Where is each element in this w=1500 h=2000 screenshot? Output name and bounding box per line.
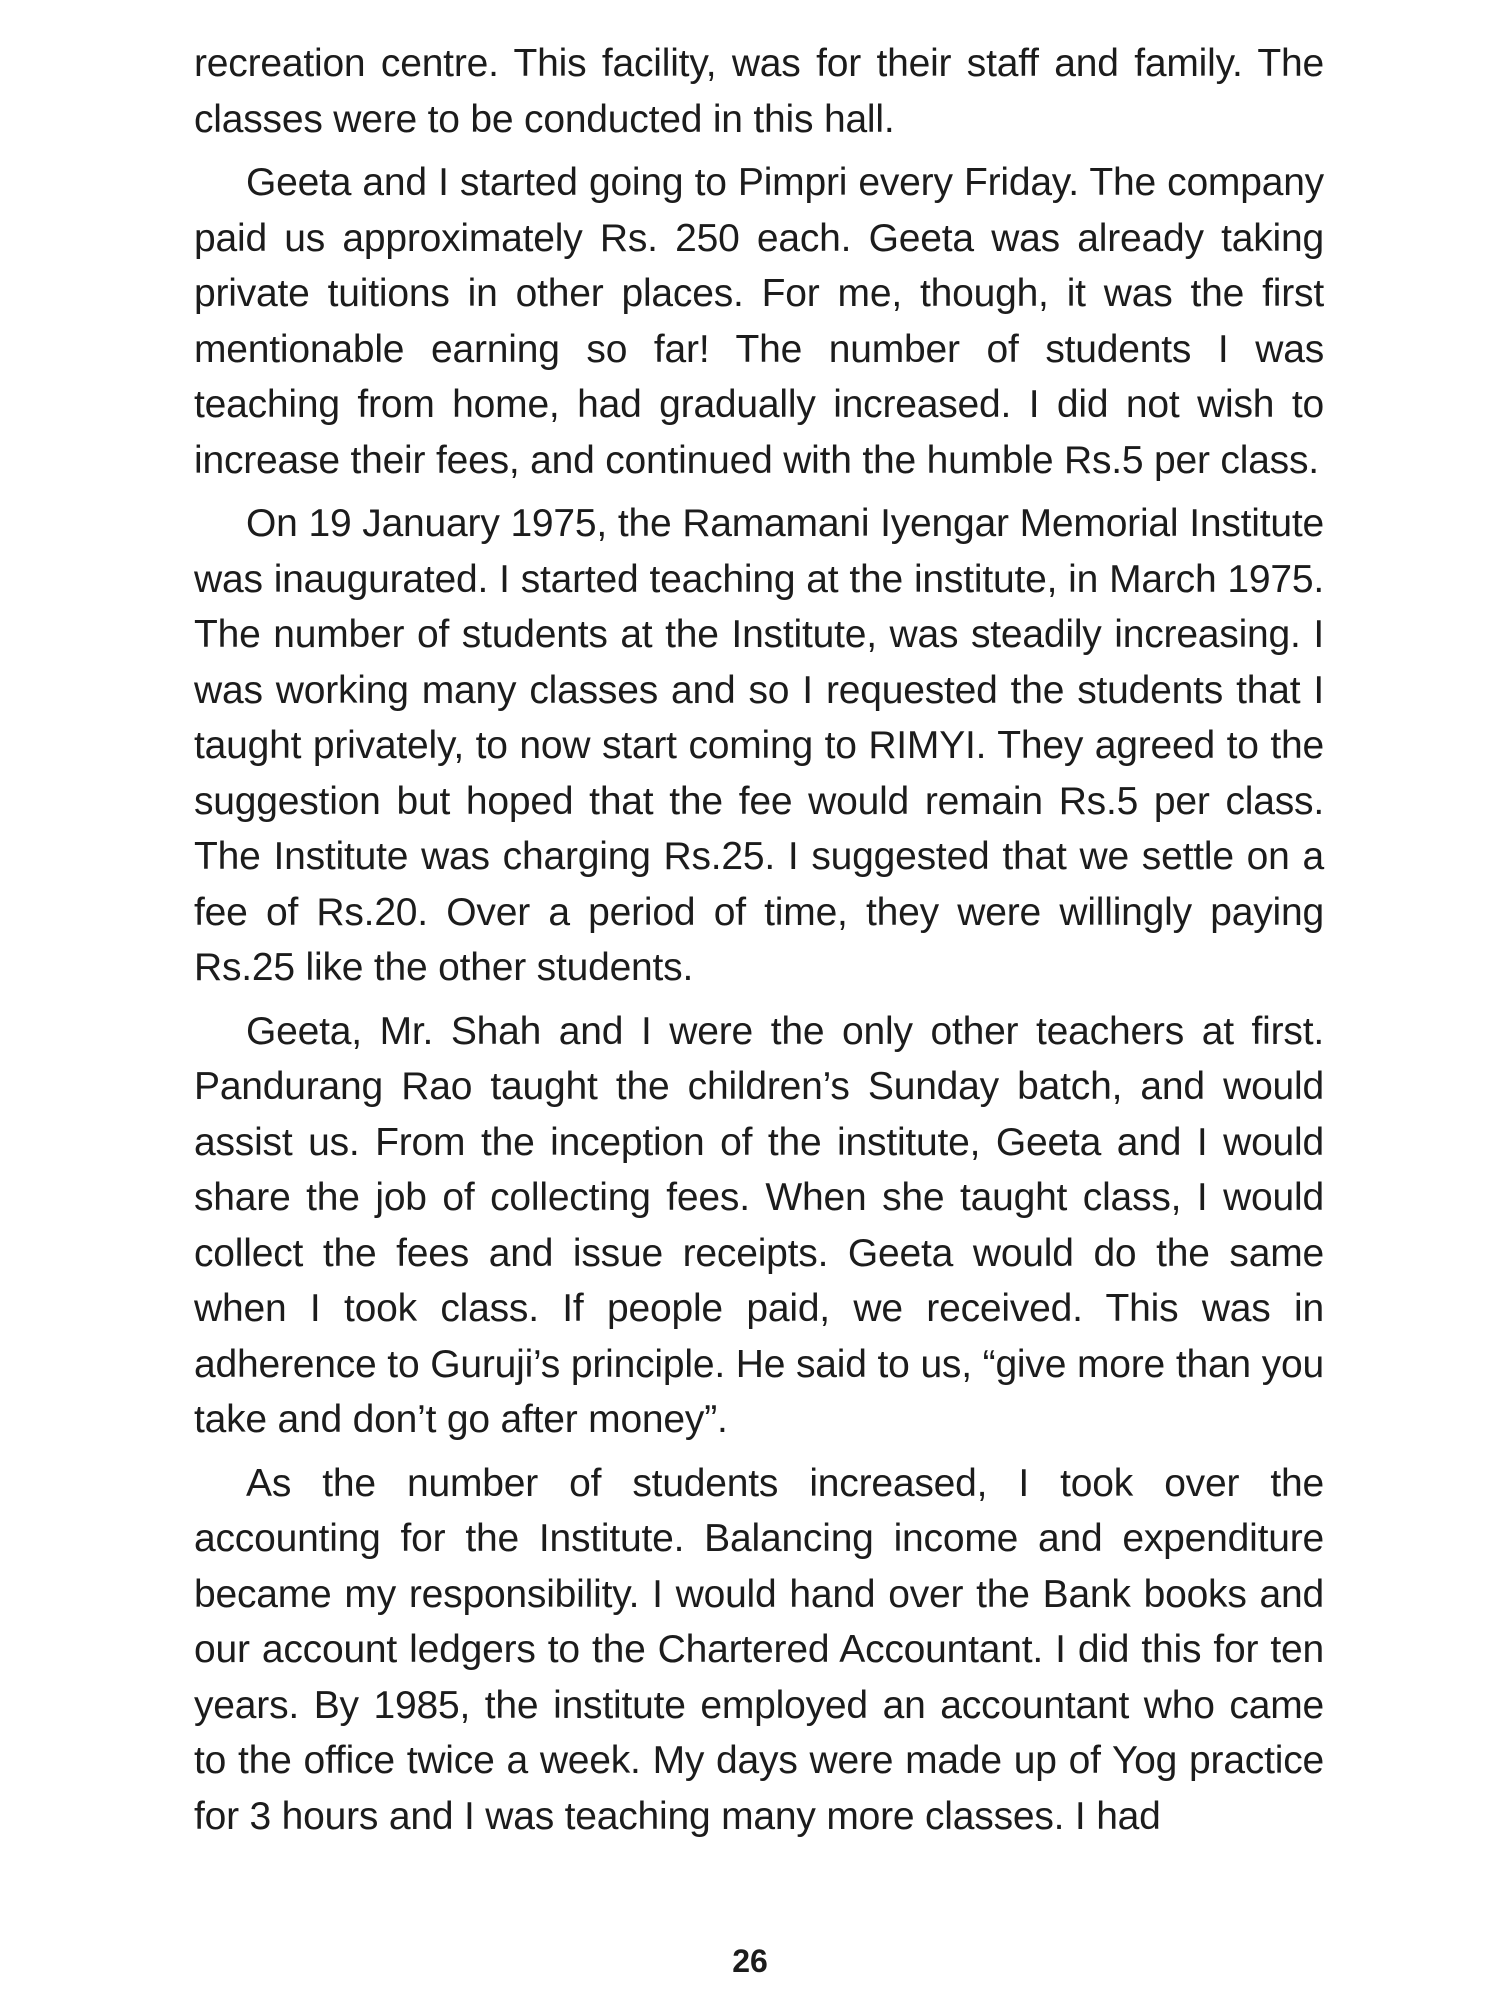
paragraph-pimpri: Geeta and I started going to Pimpri every Friday. The company paid us approximately Rs. 250 each. Geeta was already taking private tuitions in other places. For me, though, it was the first mentionable earning so far! The number of students I was teaching from home, had gradually increased. I did not wish to increase their fees, and continued with the humble Rs.5 per class. [194, 161, 1324, 482]
paragraph-institute-inauguration: On 19 January 1975, the Ramamani Iyengar Memorial Institute was inaugurated. I started teaching at the institute, in March 1975. The number of students at the Institute, was steadily increasing. I was working many classes and so I requested the students that I taught privately, to now start coming to RIMYI. They agreed to the suggestion but hoped that the fee would remain Rs.5 per class. The Institute was charging Rs.25. I suggested that we settle on a fee of Rs.20. Over a period of time, they were willingly paying Rs.25 like the other students. [194, 502, 1324, 989]
page-number: 26 [732, 1943, 768, 1979]
paragraph-continuation: recreation centre. This facility, was for their staff and family. The classes were to be conducted in this hall. [194, 42, 1324, 141]
body-text [194, 36, 1324, 1852]
paragraph-teachers: Geeta, Mr. Shah and I were the only other teachers at first. Pandurang Rao taught the children’s Sunday batch, and would assist us. From the inception of the institute, Geeta and I would share the job of collecting fees. When she taught class, I would collect the fees and issue receipts. Geeta would do the same when I took class. If people paid, we received. This was in adherence to Guruji’s principle. He said to us, “give more than you take and don’t go after money”. [194, 1009, 1324, 1441]
paragraph-accounting: As the number of students increased, I took over the accounting for the Institute. Balancing income and expenditure became my responsibility. I would hand over the Bank books and our account ledgers to the Chartered Accountant. I did this for ten years. By 1985, the institute employed an accountant who came to the office twice a week. My days were made up of Yog practice for 3 hours and I was teaching many more classes. I had [194, 1461, 1324, 1838]
